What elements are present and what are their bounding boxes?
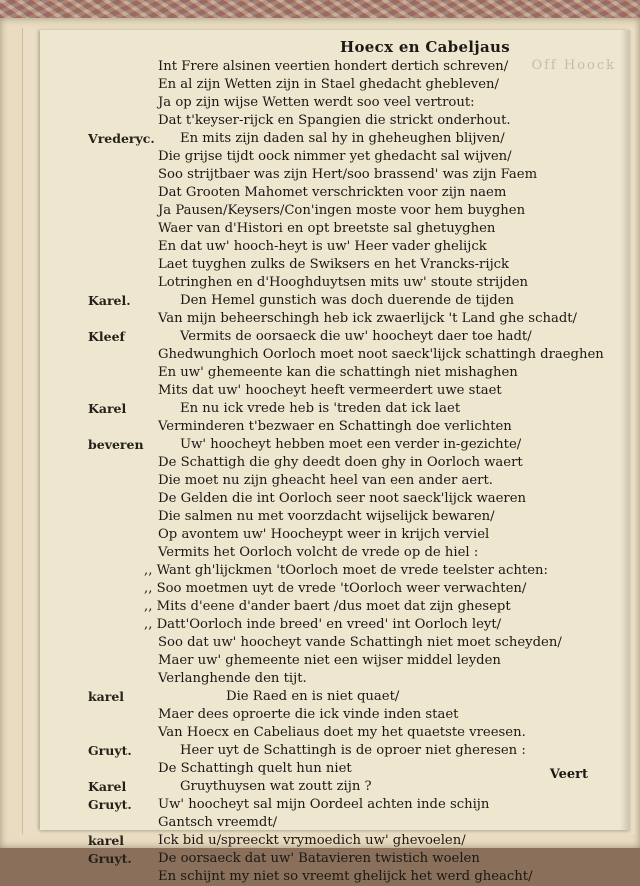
verse-text: Soo strijtbaer was zijn Hert/soo brassend' was zijn Faem: [158, 167, 538, 182]
verse-text: Gantsch vreemdt/: [158, 815, 278, 830]
verse-text: Lotringhen en d'Hooghduytsen mits uw' stoute strijden: [158, 275, 529, 290]
verse-line: [40, 868, 630, 886]
verse-line: [40, 724, 630, 742]
verse-text: Op avontem uw' Hoocheypt weer in krijch verviel: [158, 527, 490, 542]
verse-text: Ja Pausen/Keysers/Con'ingen moste voor hem buyghen: [158, 203, 526, 218]
verse-line: [40, 58, 630, 76]
speaker-label: karel: [88, 689, 125, 704]
speaker-label: Karel: [88, 401, 127, 416]
verse-line: [40, 796, 630, 814]
verse-text: Dat Grooten Mahomet verschrickten voor zijn naem: [158, 185, 507, 200]
book-page: [40, 30, 630, 884]
verse-text: ,, Want gh'lijckmen 'tOorloch moet de vrede teelster achten:: [144, 563, 548, 578]
verse-text: Laet tuyghen zulks de Swiksers en het Vrancks-rijck: [158, 257, 510, 272]
verse-line: [40, 472, 630, 490]
verse-text: Int Frere alsinen veertien hondert dertich schreven/: [158, 59, 509, 74]
verse-text: Vermits het Oorloch volcht de vrede op de hiel :: [158, 545, 479, 560]
verse-line: [40, 418, 630, 436]
verse-text: Maer uw' ghemeente niet een wijser middel leyden: [158, 653, 501, 668]
speaker-label: Gruyt.: [88, 797, 132, 812]
verse-line: [40, 508, 630, 526]
verse-line: [40, 634, 630, 652]
verse-text: De Schattigh die ghy deedt doen ghy in Oorloch waert: [158, 455, 523, 470]
verse-text: Mits dat uw' hoocheyt heeft vermeerdert uwe staet: [158, 383, 502, 398]
verse-text: Maer dees oproerte die ick vinde inden staet: [158, 707, 459, 722]
verse-line: [40, 310, 630, 328]
verse-line: [40, 328, 630, 346]
verse-line: [40, 814, 630, 832]
verse-text: Die grijse tijdt oock nimmer yet ghedacht sal wijven/: [158, 149, 512, 164]
verse-line: [40, 166, 630, 184]
verse-text: Ick bid u/spreeckt vrymoedich uw' ghevoelen/: [158, 833, 466, 848]
verse-line: [40, 454, 630, 472]
verse-line: [40, 544, 630, 562]
verse-text: En dat uw' hooch-heyt is uw' Heer vader ghelijck: [158, 239, 487, 254]
verse-line: [40, 274, 630, 292]
verse-text: Die moet nu zijn gheacht heel van een ander aert.: [158, 473, 493, 488]
verse-text: En schijnt my niet so vreemt ghelijck het werd gheacht/: [158, 869, 533, 884]
verse-line: [40, 148, 630, 166]
speaker-label: karel: [88, 833, 125, 848]
bleed-through-text: Off Hoock: [531, 58, 616, 73]
verse-line: [40, 580, 630, 598]
verse-line: [40, 670, 630, 688]
verse-line: [40, 742, 630, 760]
verse-line: [40, 76, 630, 94]
speaker-label: Karel.: [88, 293, 131, 308]
verse-text: Gruythuysen wat zoutt zijn ?: [180, 779, 372, 794]
verse-line: [40, 652, 630, 670]
verse-line: [40, 220, 630, 238]
speaker-label: Vrederyc.: [88, 131, 155, 146]
verse-text: En al zijn Wetten zijn in Stael ghedacht ghebleven/: [158, 77, 499, 92]
verse-line: [40, 346, 630, 364]
verse-line: [40, 706, 630, 724]
verse-line: [40, 112, 630, 130]
verse-text: Die Raed en is niet quaet/: [226, 689, 400, 704]
verse-text: En mits zijn daden sal hy in gheheughen blijven/: [180, 131, 505, 146]
verse-line: [40, 202, 630, 220]
verse-text: Uw' hoocheyt sal mijn Oordeel achten inde schijn: [158, 797, 490, 812]
verse-line: [40, 292, 630, 310]
verse-line: [40, 832, 630, 850]
verse-line: [40, 238, 630, 256]
verse-text: Verminderen t'bezwaer en Schattingh doe verlichten: [158, 419, 512, 434]
verse-line: [40, 490, 630, 508]
page-title: Hoecx en Cabeljaus: [340, 38, 510, 56]
verse-line: [40, 562, 630, 580]
verse-text: Verlanghende den tijt.: [158, 671, 307, 686]
verse-line: [40, 436, 630, 454]
verse-text: De Gelden die int Oorloch seer noot saeck'lijck waeren: [158, 491, 527, 506]
verse-text: Vermits de oorsaeck die uw' hoocheyt daer toe hadt/: [180, 329, 532, 344]
verse-line: [40, 256, 630, 274]
verse-line: [40, 616, 630, 634]
verse-line: [40, 130, 630, 148]
speaker-label: Gruyt.: [88, 743, 132, 758]
verse-line: [40, 526, 630, 544]
verse-line: [40, 760, 630, 778]
verse-text: Soo dat uw' hoocheyt vande Schattingh niet moet scheyden/: [158, 635, 562, 650]
verse-line: [40, 688, 630, 706]
verse-line: [40, 184, 630, 202]
verse-line: [40, 94, 630, 112]
catchword: Veert: [549, 767, 588, 782]
verse-line: [40, 850, 630, 868]
verse-line: [40, 778, 630, 796]
verse-text: Waer van d'Histori en opt breetste sal ghetuyghen: [158, 221, 496, 236]
page-edge-shadow: [620, 30, 630, 830]
verse-text: ,, Mits d'eene d'ander baert /dus moet dat zijn ghesept: [144, 599, 511, 614]
verse-line: [40, 598, 630, 616]
verse-text: Dat t'keyser-rijck en Spangien die strickt onderhout.: [158, 113, 511, 128]
verse-line: [40, 364, 630, 382]
verse-lines: [40, 58, 630, 886]
verse-text: Heer uyt de Schattingh is de oproer niet gheresen :: [180, 743, 526, 758]
verse-text: De oorsaeck dat uw' Batavieren twistich woelen: [158, 851, 480, 866]
verse-text: Van Hoecx en Cabeliaus doet my het quaetste vreesen.: [158, 725, 526, 740]
verse-text: En uw' ghemeente kan die schattingh niet mishaghen: [158, 365, 518, 380]
verse-text: Ghedwunghich Oorloch moet noot saeck'lijck schattingh draeghen: [158, 347, 604, 362]
verse-text: Den Hemel gunstich was doch duerende de tijden: [180, 293, 514, 308]
speaker-label: Kleef: [88, 329, 125, 344]
verse-text: ,, Datt'Oorloch inde breed' en vreed' int Oorloch leyt/: [144, 617, 502, 632]
speaker-label: Karel: [88, 779, 127, 794]
verse-line: [40, 400, 630, 418]
verse-text: Die salmen nu met voorzdacht wijselijck bewaren/: [158, 509, 495, 524]
verse-text: Uw' hoocheyt hebben moet een verder in-gezichte/: [180, 437, 522, 452]
speaker-label: beveren: [88, 437, 144, 452]
verse-line: [40, 382, 630, 400]
verse-text: En nu ick vrede heb is 'treden dat ick laet: [180, 401, 461, 416]
speaker-label: Gruyt.: [88, 851, 132, 866]
verse-text: Van mijn beheerschingh heb ick zwaerlijck 't Land ghe schadt/: [158, 311, 577, 326]
verse-text: ,, Soo moetmen uyt de vrede 'tOorloch weer verwachten/: [144, 581, 527, 596]
verse-text: Ja op zijn wijse Wetten werdt soo veel vertrout:: [158, 95, 475, 110]
verse-text: De Schattingh quelt hun niet: [158, 761, 352, 776]
